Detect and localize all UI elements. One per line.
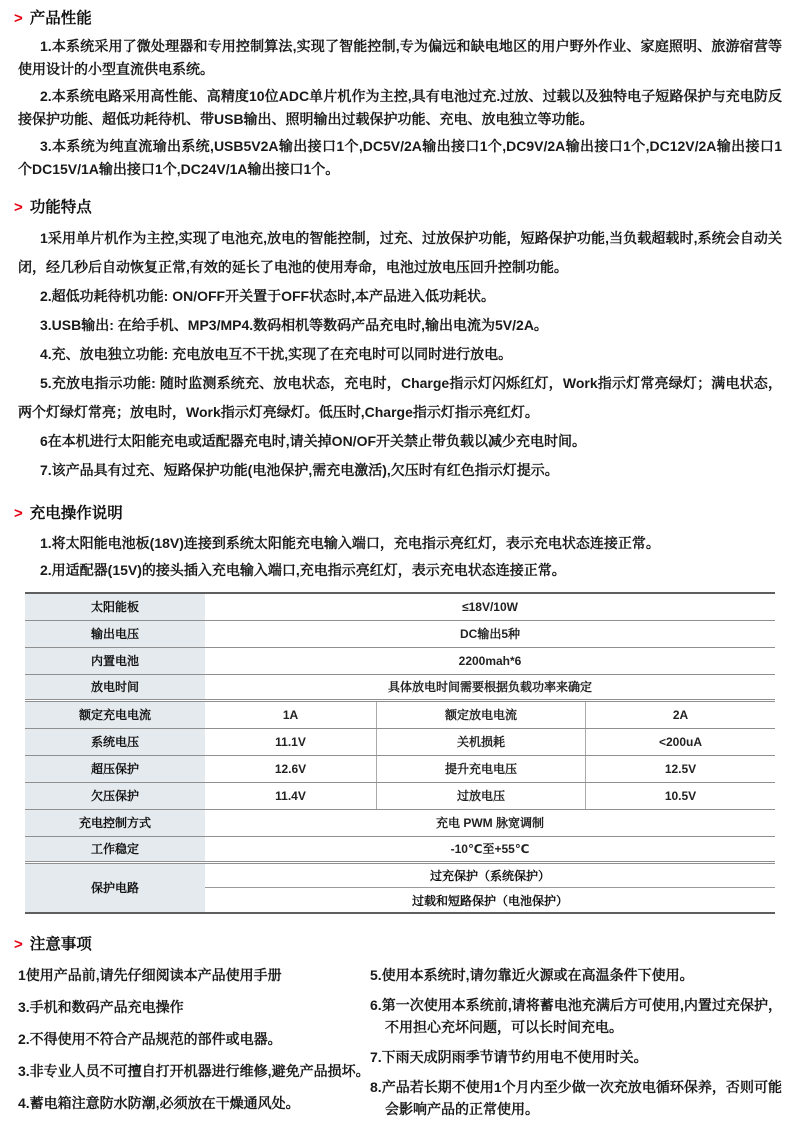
paragraph: 7.该产品具有过充、短路保护功能(电池保护,需充电激活),欠压时有红色指示灯提示。	[40, 462, 559, 478]
notes-right-column	[370, 964, 782, 1128]
section-heading	[14, 195, 782, 217]
note-item: 7.下雨天成阴雨季节请节约用电不使用时关。	[370, 1049, 648, 1065]
spec-label: 过放电压	[377, 783, 586, 809]
spec-value: -10℃至+55℃	[450, 842, 530, 856]
paragraph: 4.充、放电独立功能: 充电放电互不干扰,实现了在充电时可以同时进行放电。	[40, 346, 513, 362]
spec-value: 11.1V	[205, 729, 377, 755]
note-item: 3.手机和数码产品充电操作	[18, 999, 184, 1015]
paragraph: 1.将太阳能电池板(18V)连接到系统太阳能充电输入端口，充电指示亮红灯，表示充电状态连接正常。	[40, 535, 660, 551]
paragraph: 5.充放电指示功能: 随时监测系统充、放电状态，充电时，Charge指示灯闪烁红灯，Work指示灯常亮绿灯；满电状态，两个灯绿灯常亮；放电时，Work指示灯亮绿灯。低压时,Charge指示灯指示亮红灯。	[18, 375, 782, 420]
section-paragraphs	[18, 530, 782, 584]
note-item: 8.产品若长期不使用1个月内至少做一次充放电循环保养，否则可能会影响产品的正常使用。	[370, 1079, 782, 1117]
spec-table-row	[25, 756, 775, 783]
section-title: 产品性能	[29, 10, 92, 27]
note-item: 4.蓄电箱注意防水防潮,必须放在干燥通风处。	[18, 1095, 300, 1111]
paragraph: 3.本系统为纯直流瑜出系统,USB5V2A输出接口1个,DC5V/2A输出接口1个,DC9V/2A输出接口1个,DC12V/2A输出接口1个DC15V/1A输出接口1个,DC24V/1A输出接口1个。	[18, 138, 782, 177]
notes-left-column	[18, 964, 370, 1128]
spec-table-row	[25, 783, 775, 810]
spec-label: 提升充电电压	[377, 756, 586, 782]
spec-label: 系统电压	[25, 729, 205, 755]
note-item: 6.第一次使用本系统前,请将蓄电池充满后方可使用,内置过充保护，不用担心充坏问题，可以长时间充电。	[370, 997, 782, 1035]
spec-value: DC输出5种	[459, 627, 520, 641]
spec-label: 额定充电电流	[25, 702, 205, 728]
section-paragraphs	[18, 224, 782, 485]
spec-value: 11.4V	[205, 783, 377, 809]
paragraph: 2.本系统电路采用高性能、高精度10位ADC单片机作为主控,具有电池过充.过放、过载以及独特电子短路保护与充电防反接保护功能、超低功耗待机、带USB输出、照明输出过载保护功能、充电、放电独立等功能。	[18, 88, 782, 127]
section-features	[14, 195, 782, 485]
spec-label: 额定放电电流	[377, 702, 586, 728]
spec-table	[25, 592, 775, 914]
paragraph: 2.用适配器(15V)的接头插入充电输入端口,充电指示亮红灯，表示充电状态连接正常。	[40, 562, 566, 578]
section-paragraphs	[18, 35, 782, 181]
spec-value: 12.6V	[205, 756, 377, 782]
spec-table-row	[25, 594, 775, 621]
spec-label: 充电控制方式	[25, 810, 205, 836]
paragraph: 2.超低功耗待机功能: ON/OFF开关置于OFF状态时,本产品进入低功耗状。	[40, 288, 495, 304]
spec-table-row	[25, 810, 775, 837]
red-arrow-icon: >	[14, 199, 23, 216]
section-product-performance	[14, 6, 782, 181]
spec-label: 太阳能板	[25, 594, 205, 620]
spec-value: 充电 PWM 脉宽调制	[436, 816, 544, 830]
spec-value: 2200mah*6	[458, 654, 522, 668]
spec-table-row	[25, 864, 775, 912]
spec-value: 具体放电时间需要根据负载功率来确定	[387, 680, 592, 694]
spec-value: <200uA	[658, 735, 703, 749]
section-title: 注意事项	[29, 936, 92, 953]
spec-label: 超压保护	[25, 756, 205, 782]
paragraph: 1采用单片机作为主控,实现了电池充,放电的智能控制，过充、过放保护功能，短路保护功能,当负载超载时,系统会自动关闭，经几秒后自动恢复正常,有效的延长了电池的使用寿命，电池过放电压回升控制功能。	[18, 230, 782, 275]
section-heading	[14, 932, 782, 954]
spec-label: 内置电池	[25, 648, 205, 674]
spec-value: 过载和短路保护（电池保护）	[411, 893, 568, 908]
red-arrow-icon: >	[14, 10, 23, 27]
spec-label: 欠压保护	[25, 783, 205, 809]
spec-value: 10.5V	[664, 789, 697, 803]
spec-table-row	[25, 648, 775, 675]
spec-value-stack	[205, 864, 775, 912]
spec-value: 12.5V	[664, 762, 697, 776]
spec-table-row	[25, 675, 775, 702]
section-heading	[14, 6, 782, 28]
section-title: 充电操作说明	[29, 505, 123, 522]
spec-label: 关机损耗	[377, 729, 586, 755]
note-item: 5.使用本系统时,请勿靠近火源或在高温条件下使用。	[370, 967, 694, 983]
spec-label: 输出电压	[25, 621, 205, 647]
note-item: 2.不得使用不符合产品规范的部件或电器。	[18, 1031, 282, 1047]
spec-value: 2A	[672, 708, 689, 722]
spec-table-row	[25, 729, 775, 756]
spec-label: 保护电路	[25, 864, 205, 912]
spec-value: ≤18V/10W	[462, 600, 518, 614]
spec-label: 工作稳定	[25, 837, 205, 861]
spec-value: 1A	[205, 702, 377, 728]
spec-value: 过充保护（系统保护）	[205, 864, 775, 888]
spec-table-row	[25, 702, 775, 729]
section-charging-instructions	[14, 501, 782, 584]
note-item: 1使用产品前,请先仔细阅读本产品使用手册	[18, 967, 282, 983]
spec-table-row	[25, 621, 775, 648]
notes-columns	[18, 964, 782, 1128]
paragraph: 6在本机进行太阳能充电或适配器充电时,请关掉ON/OF开关禁止带负载以减少充电时间。	[40, 433, 587, 449]
red-arrow-icon: >	[14, 936, 23, 953]
spec-label: 放电时间	[25, 675, 205, 699]
red-arrow-icon: >	[14, 505, 23, 522]
paragraph: 1.本系统采用了微处理器和专用控制算法,实现了智能控制,专为偏远和缺电地区的用户野外作业、家庭照明、旅游宿营等使用设计的小型直流供电系统。	[18, 38, 782, 77]
note-item: 3.非专业人员不可擅自打开机器进行维修,避免产品损坏。	[18, 1063, 370, 1079]
spec-table-row	[25, 837, 775, 864]
section-heading	[14, 501, 782, 523]
section-title: 功能特点	[29, 199, 92, 216]
section-precautions	[14, 932, 782, 1128]
paragraph: 3.USB输出: 在给手机、MP3/MP4.数码相机等数码产品充电时,输出电流为5V/2A。	[40, 317, 548, 333]
